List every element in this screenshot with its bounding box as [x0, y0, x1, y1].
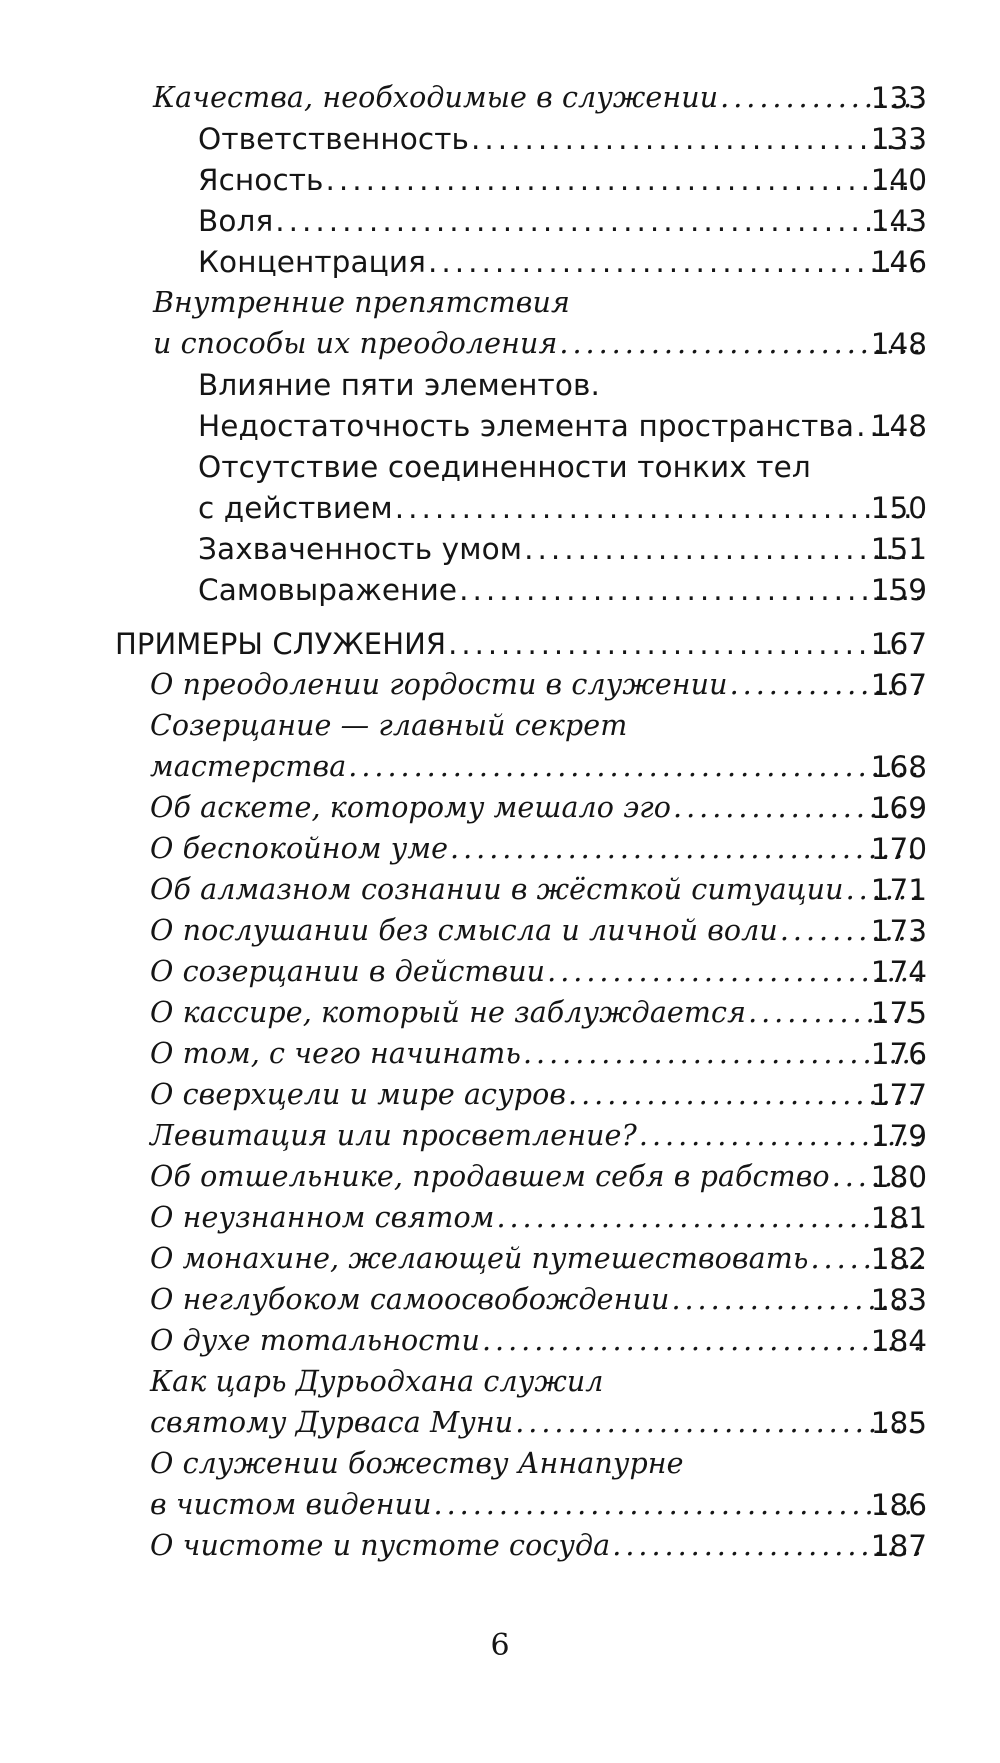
toc-page-number: 187: [870, 1529, 927, 1563]
toc-entry-label: О сверхцели и мире асуров: [150, 1078, 567, 1111]
toc-entry-label: О служении божеству Аннапурне: [150, 1447, 684, 1480]
toc-page-number: 148: [870, 409, 927, 443]
toc-page-number: 133: [870, 122, 927, 156]
toc-entry-label: святому Дурваса Муни: [150, 1406, 514, 1439]
toc-entry-label: Об отшельнике, продавшем себя в рабство: [150, 1160, 830, 1193]
toc-entry-label: и способы их преодоления: [153, 327, 558, 360]
dot-leader: [482, 1323, 922, 1359]
toc-page-number: 148: [870, 327, 927, 361]
toc-entry-label: О монахине, желающей путешествовать: [150, 1242, 809, 1275]
toc-entry-label: Влияние пяти элементов.: [198, 368, 600, 402]
toc-page-number: 167: [870, 627, 927, 661]
toc-page-number: 146: [870, 245, 927, 279]
dot-leader: [459, 572, 922, 608]
toc-entry-label: Созерцание — главный секрет: [150, 709, 628, 742]
toc-entry-label: Отсутствие соединенности тонких тел: [198, 450, 811, 484]
toc-entry-label: Недостаточность элемента пространства: [198, 409, 855, 443]
dot-leader: [348, 749, 922, 785]
toc-page-number: 168: [870, 750, 927, 784]
toc-page-number: 183: [870, 1283, 927, 1317]
toc-entry-label: О неглубоком самоосвобождении: [150, 1283, 670, 1316]
toc-entry-label: с действием: [198, 491, 393, 525]
dot-leader: [448, 626, 922, 662]
toc-entry-label: О духе тотальности: [150, 1324, 480, 1357]
toc-entry-label: О преодолении гордости в служении: [150, 668, 728, 701]
toc-entry-label: О беспокойном уме: [150, 832, 449, 865]
dot-leader: [450, 831, 922, 867]
toc-entry-label: О послушании без смысла и личной воли: [150, 914, 778, 947]
toc-page-number: 177: [870, 1078, 927, 1112]
toc-page-number: 159: [870, 573, 927, 607]
toc-entry-label: О чистоте и пустоте сосуда: [150, 1529, 611, 1562]
toc-entry-label: Самовыражение: [198, 573, 458, 607]
toc-page-number: 186: [870, 1488, 927, 1522]
toc-entry-label: Ответственность: [198, 122, 469, 156]
page-number: 6: [490, 1628, 510, 1663]
toc-page-number: 170: [870, 832, 927, 866]
toc-entry-label: Внутренние препятствия: [153, 286, 570, 319]
toc-page-number: 175: [870, 996, 927, 1030]
toc-entry-label: Ясность: [198, 163, 324, 197]
toc-entry-label: Качества, необходимые в служении: [153, 81, 719, 114]
dot-leader: [471, 121, 922, 157]
toc-page-number: 140: [870, 163, 927, 197]
toc-page-number: 150: [870, 491, 927, 525]
toc-page-number: 143: [870, 204, 927, 238]
toc-page-number: 185: [870, 1406, 927, 1440]
toc-entry-label: Об аскете, которому мешало эго: [150, 791, 672, 824]
toc-entry-label: мастерства: [150, 750, 347, 783]
toc-entry-label: Концентрация: [198, 245, 426, 279]
dot-leader: [395, 490, 922, 526]
toc-page-number: 171: [870, 873, 927, 907]
toc-page-number: 181: [870, 1201, 927, 1235]
toc-page-number: 179: [870, 1119, 927, 1153]
toc-page-number: 133: [870, 81, 927, 115]
dot-leader: [326, 162, 922, 198]
toc-entry-label: в чистом видении: [150, 1488, 432, 1521]
toc-page-number: 180: [870, 1160, 927, 1194]
toc-entry-label: О кассире, который не заблуждается: [150, 996, 747, 1029]
toc-entry-label: О том, с чего начинать: [150, 1037, 521, 1070]
toc-page-number: 174: [870, 955, 927, 989]
toc-page-number: 167: [870, 668, 927, 702]
toc-entry-label: Как царь Дурьодхана служил: [150, 1365, 604, 1398]
toc-entry-label: Левитация или просветление?: [150, 1119, 637, 1152]
toc-page-number: 151: [870, 532, 927, 566]
toc-entry-label: О созерцании в действии: [150, 955, 546, 988]
toc-page-number: 182: [870, 1242, 927, 1276]
toc-entry-label: Воля: [198, 204, 274, 238]
toc-entry-label: Об алмазном сознании в жёсткой ситуации: [150, 873, 844, 906]
toc-entry-label: О неузнанном святом: [150, 1201, 495, 1234]
toc-entry-label: Захваченность умом: [198, 532, 523, 566]
toc-page-number: 173: [870, 914, 927, 948]
toc-page-number: 176: [870, 1037, 927, 1071]
dot-leader: [434, 1487, 922, 1523]
toc-page-number: 184: [870, 1324, 927, 1358]
toc-entry-label: ПРИМЕРЫ СЛУЖЕНИЯ: [115, 627, 447, 661]
toc-page-number: 169: [870, 791, 927, 825]
dot-leader: [428, 244, 922, 280]
dot-leader: [275, 203, 922, 239]
dot-leader: [496, 1200, 922, 1236]
